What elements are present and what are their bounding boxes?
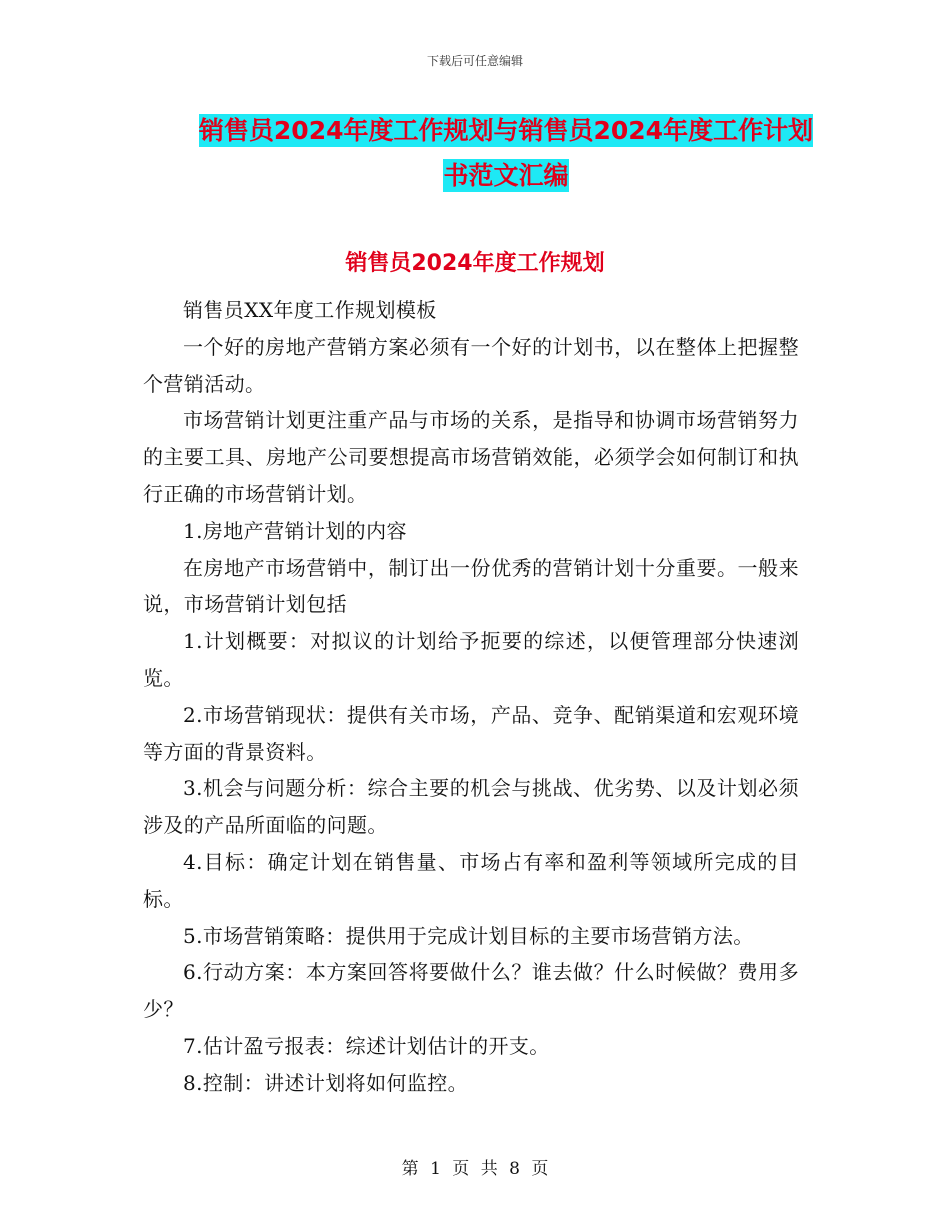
paragraph: 4.目标：确定计划在销售量、市场占有率和盈利等领域所完成的目标。 <box>143 849 799 911</box>
paragraph: 5.市场营销策略：提供用于完成计划目标的主要市场营销方法。 <box>183 923 754 948</box>
section-title: 销售员2024年度工作规划 <box>345 251 605 276</box>
paragraph: 在房地产市场营销中，制订出一份优秀的营销计划十分重要。一般来说，市场营销计划包括 <box>143 555 799 617</box>
paragraph: 1.房地产营销计划的内容 <box>183 518 407 543</box>
document-title-text: 销售员2024年度工作规划与销售员2024年度工作计划书范文汇编 <box>198 116 814 190</box>
paragraph: 3.机会与问题分析：综合主要的机会与挑战、优劣势、以及计划必须涉及的产品所面临的问题。 <box>143 776 799 838</box>
paragraph: 2.市场营销现状：提供有关市场，产品、竞争、配销渠道和宏观环境等方面的背景资料。 <box>143 702 799 764</box>
paragraph: 市场营销计划更注重产品与市场的关系，是指导和协调市场营销努力的主要工具、房地产公司要想提高市场营销效能，必须学会如何制订和执行正确的市场营销计划。 <box>143 408 799 506</box>
header-note: 下载后可任意编辑 <box>426 54 523 68</box>
paragraph: 7.估计盈亏报表：综述计划估计的开支。 <box>183 1033 550 1058</box>
page-footer: 第 1 页 共 8 页 <box>401 1159 549 1179</box>
paragraph: 8.控制：讲述计划将如何监控。 <box>183 1070 469 1095</box>
paragraph: 1.计划概要：对拟议的计划给予扼要的综述，以便管理部分快速浏览。 <box>143 629 799 690</box>
paragraph: 销售员XX年度工作规划模板 <box>183 298 437 322</box>
paragraph: 6.行动方案：本方案回答将要做什么？谁去做？什么时候做？费用多少？ <box>143 960 799 1022</box>
document-title <box>196 108 816 198</box>
document-body <box>143 292 799 1102</box>
paragraph: 一个好的房地产营销方案必须有一个好的计划书，以在整体上把握整个营销活动。 <box>143 334 799 396</box>
